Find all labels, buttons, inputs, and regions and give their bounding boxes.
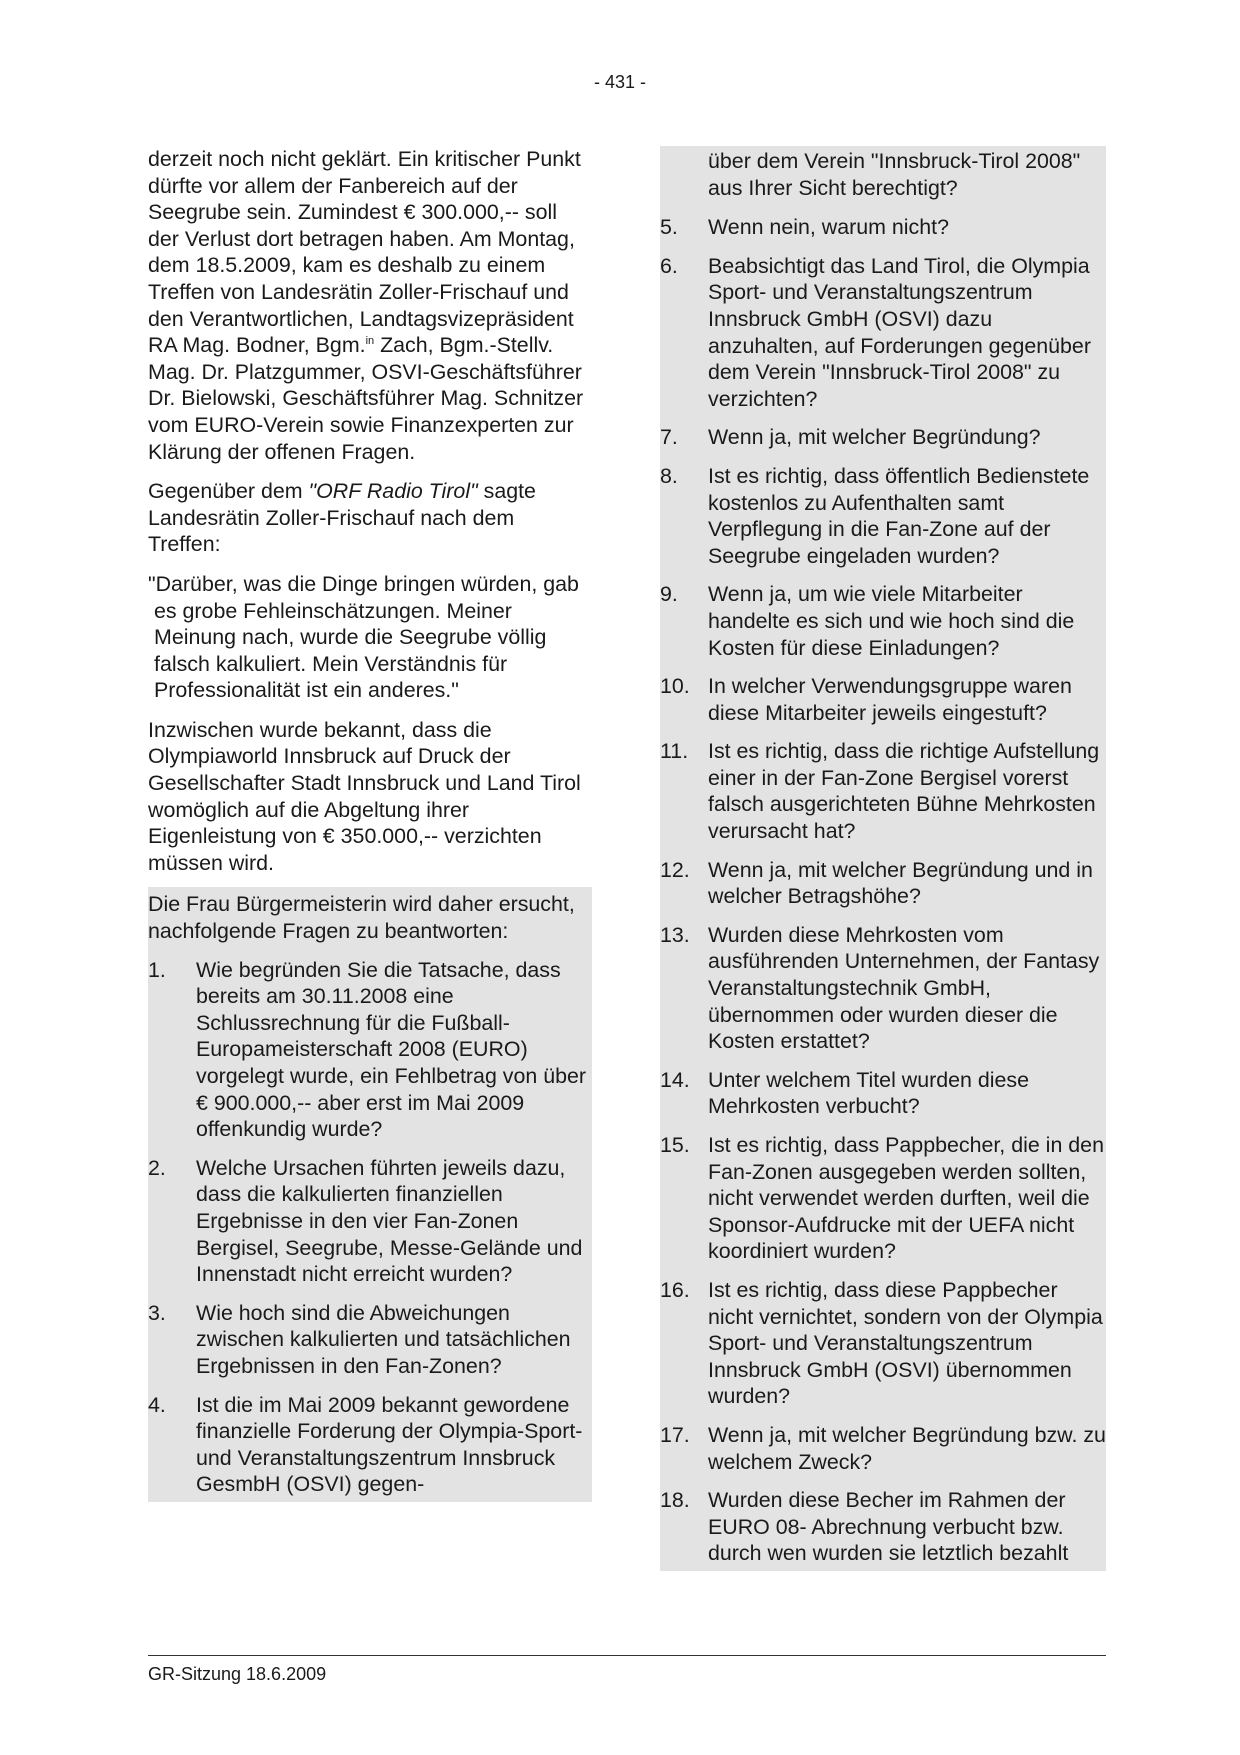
radio-paragraph: Gegenüber dem "ORF Radio Tirol" sagte Landesrätin Zoller-Frischauf nach dem Treffen:	[148, 479, 536, 557]
question-number: 1.	[148, 957, 166, 982]
question-item	[660, 922, 1106, 1055]
question-number: 11.	[660, 739, 689, 764]
question-item	[660, 214, 1106, 241]
question-item	[660, 857, 1106, 910]
question-text: Unter welchem Titel wurden diese Mehrkosten verbucht?	[708, 1067, 1030, 1119]
request-paragraph: Die Frau Bürgermeisterin wird daher ersucht, nachfolgende Fragen zu beantworten:	[148, 892, 575, 944]
question-text: Welche Ursachen führten jeweils dazu, dass die kalkulierten finanziellen Ergebnisse in den vier Fan-Zonen Bergisel, Seegrube, Messe-Gelände und Innenstadt nicht erreicht wurden?	[196, 1155, 583, 1287]
question-text: Ist die im Mai 2009 bekannt gewordene finanzielle Forderung der Olympia-Sport- und Veranstaltungszentrum Innsbruck GesmbH (OSVI) gegen-	[196, 1392, 583, 1497]
questions-box-right	[660, 146, 1106, 1571]
question-item	[660, 424, 1106, 451]
question-item	[148, 1300, 588, 1380]
question-text: Ist es richtig, dass öffentlich Bedienstete kostenlos zu Aufenthalten samt Verpflegung in die Fan-Zone auf der Seegrube eingeladen wurden?	[708, 463, 1090, 568]
question-item	[148, 1155, 588, 1288]
question-item	[660, 463, 1106, 569]
question-number: 4.	[148, 1392, 166, 1417]
question-number: 15.	[660, 1133, 690, 1157]
question-number: 5.	[660, 215, 678, 240]
question-number: 10.	[660, 674, 690, 699]
question-item	[148, 1392, 588, 1498]
question-number: 17.	[660, 1422, 690, 1447]
questions-box-left	[148, 887, 592, 1501]
question-number: 3.	[148, 1300, 166, 1325]
question-item	[660, 1067, 1106, 1120]
left-column	[148, 146, 592, 1502]
question-text: Wenn ja, mit welcher Begründung bzw. zu welchem Zweck?	[708, 1422, 1106, 1474]
question-number: 14.	[660, 1067, 690, 1092]
question-text: Wurden diese Mehrkosten vom ausführenden Unternehmen, der Fantasy Veranstaltungstechnik GmbH, übernommen oder wurden dieser die Kosten erstattet?	[708, 922, 1100, 1054]
question-item	[660, 673, 1106, 726]
question-item	[660, 253, 1106, 413]
question-item	[660, 1487, 1106, 1567]
question-number: 9.	[660, 582, 678, 607]
question-text: Beabsichtigt das Land Tirol, die Olympia Sport- und Veranstaltungszentrum Innsbruck GmbH (OSVI) dazu anzuhalten, auf Forderungen gegenüber dem Verein "Innsbruck-Tirol 2008" zu verzichten?	[708, 253, 1091, 411]
footer-rule	[148, 1655, 1106, 1656]
question-item	[148, 957, 588, 1143]
superscript-in: in	[365, 335, 375, 348]
question-item	[660, 1277, 1106, 1410]
question-text: In welcher Verwendungsgruppe waren diese Mitarbeiter jeweils eingestuft?	[708, 674, 1072, 725]
question-text: Wie hoch sind die Abweichungen zwischen kalkulierten und tatsächlichen Ergebnissen in den Fan-Zonen?	[196, 1300, 571, 1378]
question-number: 13.	[660, 922, 690, 947]
question-item	[660, 1132, 1106, 1265]
intro-paragraph: derzeit noch nicht geklärt. Ein kritischer Punkt dürfte vor allem der Fanbereich auf der Seegrube sein. Zumindest € 300.000,-- soll der Verlust dort betragen haben. Am Montag, dem 18.5.2009, kam es deshalb zu einem Treffen von Landesrätin Zoller-Frischauf und den Verantwortlichen, Landtagsvizepräsident RA Mag. Bodner, Bgm.$^{in}$ Zach, Bgm.-Stellv. Mag. Dr. Platzgummer, OSVI-Geschäftsführer Dr. Bielowski, Geschäftsführer Mag. Schnitzer vom EURO-Verein sowie Finanzexperten zur Klärung der offenen Fragen.	[148, 147, 584, 464]
question-text: Wenn ja, um wie viele Mitarbeiter handelte es sich und wie hoch sind die Kosten für diese Einladungen?	[708, 582, 1075, 660]
page-number: - 431 -	[593, 72, 647, 92]
question-text: Wenn nein, warum nicht?	[708, 215, 949, 240]
question-text: Ist es richtig, dass Pappbecher, die in den Fan-Zonen ausgegeben werden sollten, nicht verwendet werden durften, weil die Sponsor-Aufdrucke mit der UEFA nicht koordiniert wurden?	[708, 1133, 1104, 1264]
question-number: 8.	[660, 463, 678, 488]
footer-text: GR-Sitzung 18.6.2009	[148, 1664, 327, 1684]
question-text: Wie begründen Sie die Tatsache, dass bereits am 30.11.2008 eine Schlussrechnung für die Fußball-Europameisterschaft 2008 (EURO) vorgelegt wurde, ein Fehlbetrag von über € 900.000,-- aber erst im Mai 2009 offenkundig wurde?	[196, 957, 587, 1142]
question-text: Wenn ja, mit welcher Begründung?	[708, 425, 1041, 450]
quote-paragraph: "Darüber, was die Dinge bringen würden, gab es grobe Fehleinschätzungen. Meiner Meinung nach, wurde die Seegrube völlig falsch kalkuliert. Mein Verständnis für Professionalität ist ein anderes."	[148, 571, 579, 703]
question-item	[660, 581, 1106, 661]
olympiaworld-paragraph: Inzwischen wurde bekannt, dass die Olympiaworld Innsbruck auf Druck der Gesellschafter Stadt Innsbruck und Land Tirol womöglich auf die Abgeltung ihrer Eigenleistung von € 350.000,-- verzichten müssen wird.	[148, 717, 581, 875]
question-text: Ist es richtig, dass diese Pappbecher nicht vernichtet, sondern von der Olympia Sport- und Veranstaltungszentrum Innsbruck GmbH (OSVI) übernommen wurden?	[708, 1277, 1103, 1409]
question-item	[660, 738, 1106, 844]
question-item	[660, 1422, 1106, 1475]
question-number: 12.	[660, 857, 690, 882]
question-number: 18.	[660, 1488, 690, 1513]
question-number: 6.	[660, 253, 678, 278]
question-text: Wurden diese Becher im Rahmen der EURO 08- Abrechnung verbucht bzw. durch wen wurden sie letztlich bezahlt	[708, 1488, 1069, 1566]
question-number: 16.	[660, 1277, 690, 1302]
question-continuation: über dem Verein "Innsbruck-Tirol 2008" aus Ihrer Sicht berechtigt?	[708, 149, 1081, 200]
radio-name: "ORF Radio Tirol"	[308, 479, 478, 504]
question-text: Wenn ja, mit welcher Begründung und in welcher Betragshöhe?	[708, 857, 1093, 909]
question-text: Ist es richtig, dass die richtige Aufstellung einer in der Fan-Zone Bergisel vorerst falsch ausgerichteten Bühne Mehrkosten verursacht hat?	[708, 739, 1100, 844]
question-number: 2.	[148, 1155, 166, 1180]
question-number: 7.	[660, 425, 678, 450]
